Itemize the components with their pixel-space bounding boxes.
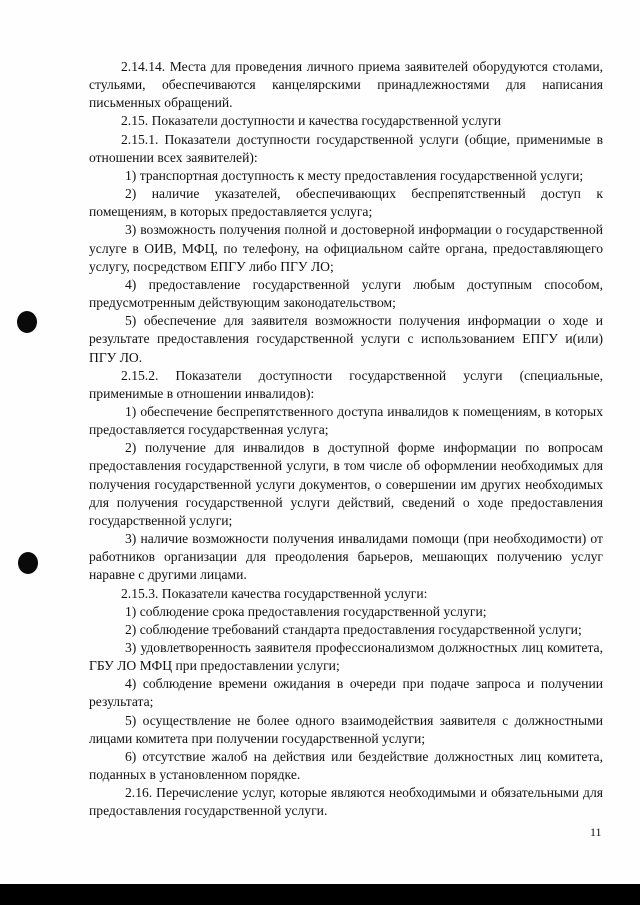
scan-edge-bar (0, 884, 640, 905)
paragraph-2-15-1: 2.15.1. Показатели доступности государственной услуги (общие, применимые в отношении всех заявителей): (89, 131, 603, 165)
list-item: 4) предоставление государственной услуги любым доступным способом, предусмотренным действующим законодательством; (89, 276, 603, 311)
list-item: 6) отсутствие жалоб на действия или бездействие должностных лиц комитета, поданных в установленном порядке. (89, 748, 603, 783)
list-item: 1) обеспечение беспрепятственного доступа инвалидов к помещениям, в которых предоставляется государственная услуга; (89, 403, 603, 438)
paragraph-2-14-14: 2.14.14. Места для проведения личного приема заявителей оборудуются столами, стульями, обеспечиваются канцелярскими принадлежностями для написания письменных обращений. (89, 59, 603, 111)
document-body (89, 58, 603, 821)
paragraph-2-15-3: 2.15.3. Показатели качества государственной услуги: (121, 585, 428, 601)
list-item: 3) наличие возможности получения инвалидами помощи (при необходимости) от работников организации для преодоления барьеров, мешающих получению услуг наравне с другими лицами. (89, 531, 603, 583)
list-item: 3) возможность получения полной и достоверной информации о государственной услуге в ОИВ, МФЦ, по телефону, на официальном сайте органа, предоставляющего услугу, посредством ЕПГУ либо ПГУ ЛО; (89, 222, 603, 274)
list-item: 3) удовлетворенность заявителя профессионализмом должностных лиц комитета, ГБУ ЛО МФЦ при предоставлении услуги; (89, 640, 603, 674)
paragraph-2-15-2: 2.15.2. Показатели доступности государственной услуги (специальные, применимые в отношении инвалидов): (89, 367, 603, 401)
punch-hole (18, 552, 38, 574)
list-item: 5) обеспечение для заявителя возможности получения информации о ходе и результате предоставления государственной услуги с использованием ЕПГУ и(или) ПГУ ЛО. (89, 313, 603, 365)
list-item: 5) осуществление не более одного взаимодействия заявителя с должностными лицами комитета при получении государственной услуги; (89, 712, 603, 746)
paragraph-2-16: 2.16. Перечисление услуг, которые являются необходимыми и обязательными для предоставления государственной услуги. (89, 785, 603, 819)
paragraph-2-15-heading: 2.15. Показатели доступности и качества государственной услуги (121, 113, 502, 129)
list-item: 4) соблюдение времени ожидания в очереди при подаче запроса и получении результата; (89, 676, 603, 710)
list-item: 1) соблюдение срока предоставления государственной услуги; (125, 603, 487, 619)
list-item: 1) транспортная доступность к месту предоставления государственной услуги; (125, 167, 584, 183)
page-number: 11 (590, 825, 602, 839)
list-item: 2) получение для инвалидов в доступной форме информации по вопросам предоставления государственной услуги, в том числе об оформлении необходимых для получения государственной услуги документов, о совершении им других необходимых для получения государственной услуги действий, сведений о ходе предоставления государственной услуги; (89, 440, 603, 528)
punch-hole (17, 311, 37, 333)
list-item: 2) соблюдение требований стандарта предоставления государственной услуги; (125, 621, 582, 637)
list-item: 2) наличие указателей, обеспечивающих беспрепятственный доступ к помещениям, в которых предоставляется услуга; (89, 186, 603, 220)
